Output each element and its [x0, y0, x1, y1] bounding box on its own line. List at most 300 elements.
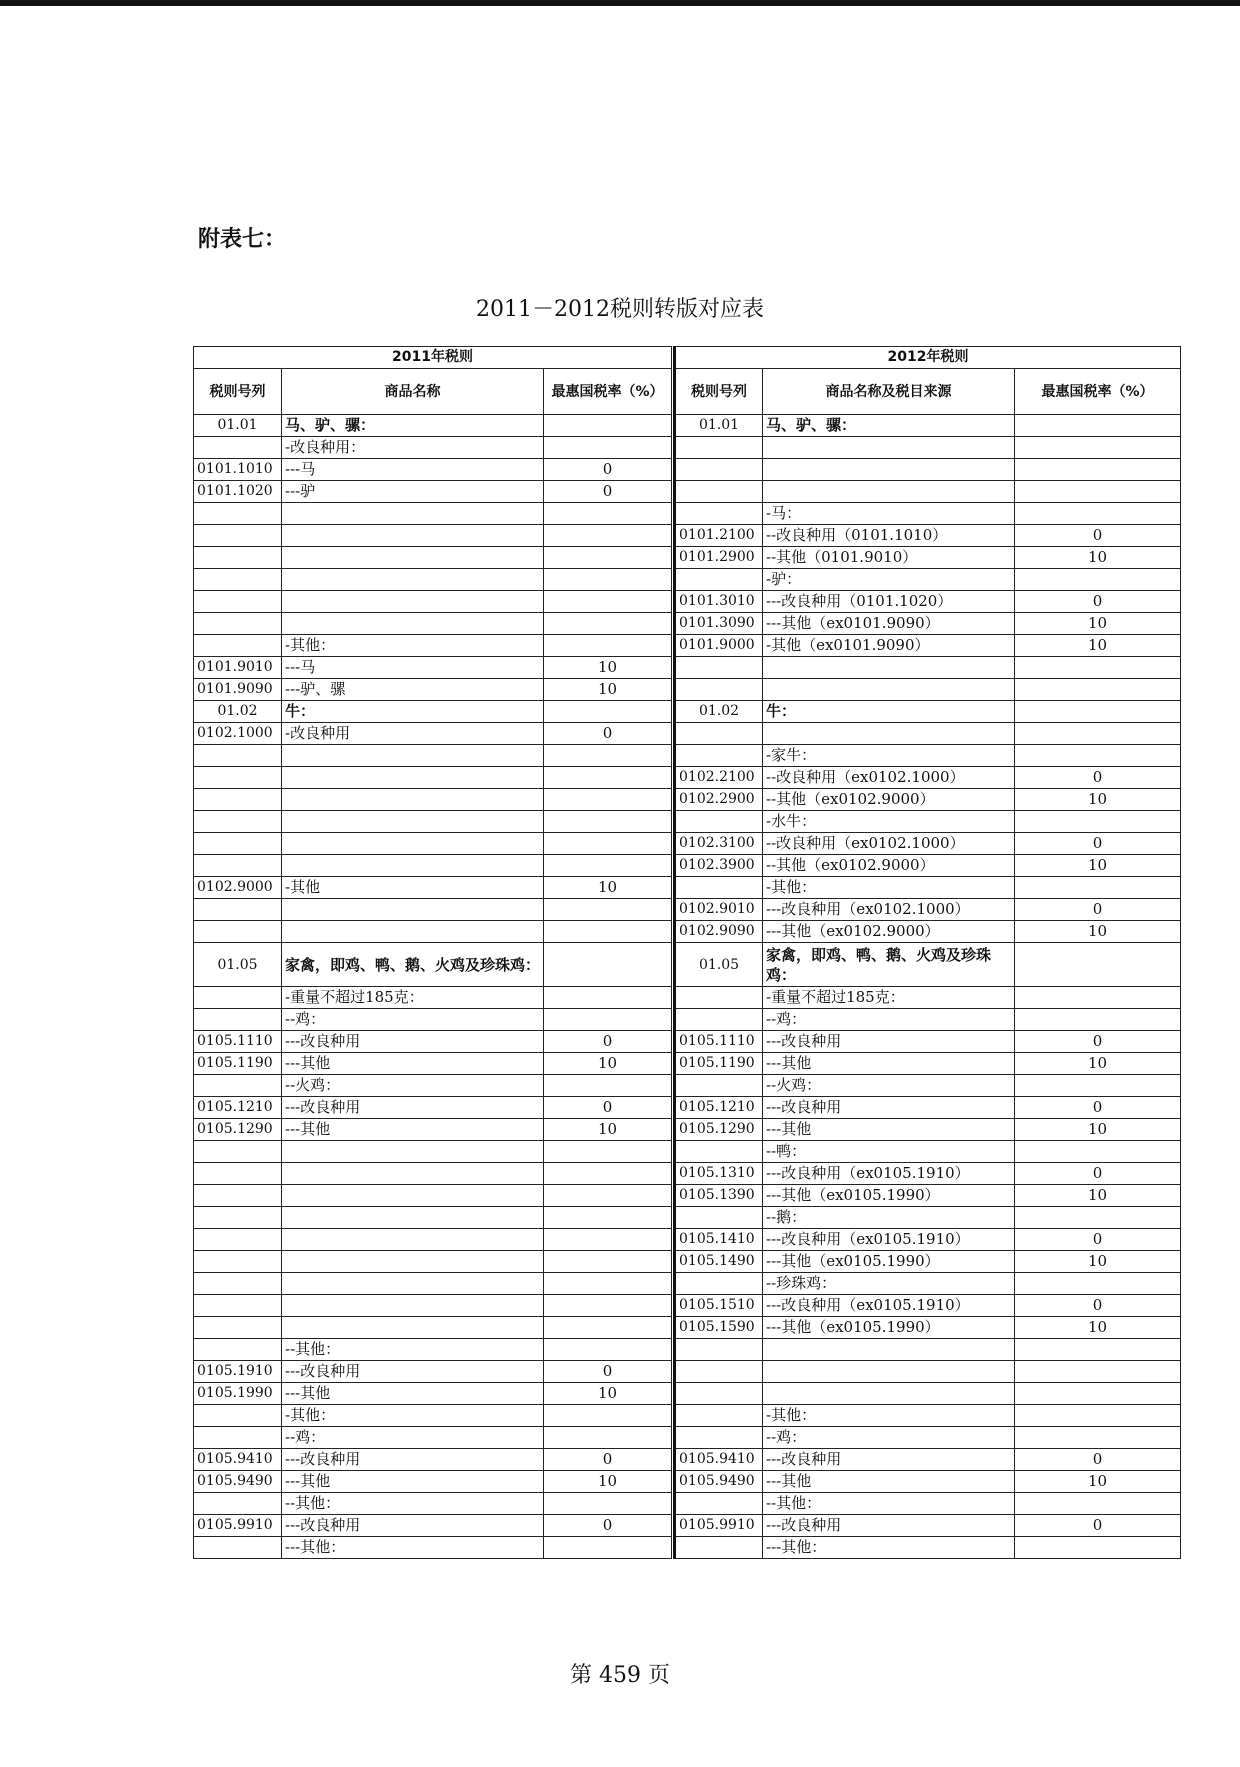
- item-name-cell: [763, 679, 1015, 701]
- mfn-rate-cell: [1015, 1493, 1181, 1515]
- mfn-rate-cell: 10: [1015, 547, 1181, 569]
- table-row: [675, 701, 1181, 723]
- table-row: [675, 1361, 1181, 1383]
- tariff-code-cell: [194, 525, 282, 547]
- item-name-cell: [282, 1295, 544, 1317]
- mfn-rate-cell: 10: [1015, 855, 1181, 877]
- mfn-rate-cell: 0: [544, 723, 672, 745]
- item-name-cell: --鸡：: [763, 1427, 1015, 1449]
- item-name-cell: -其他：: [282, 1405, 544, 1427]
- item-name-cell: [282, 1317, 544, 1339]
- table-row: [675, 1493, 1181, 1515]
- table-row: [675, 723, 1181, 745]
- table-row: [675, 525, 1181, 547]
- item-name-cell: [282, 855, 544, 877]
- item-name-cell: --鹅：: [763, 1207, 1015, 1229]
- table-row: [675, 1405, 1181, 1427]
- tariff-code-cell: 0105.9910: [194, 1515, 282, 1537]
- table-row: [194, 1009, 672, 1031]
- table-row: [675, 503, 1181, 525]
- item-name-cell: [282, 921, 544, 943]
- mfn-rate-cell: 0: [1015, 899, 1181, 921]
- item-name-cell: --火鸡：: [763, 1075, 1015, 1097]
- item-name-cell: -重量不超过185克：: [282, 987, 544, 1009]
- mfn-rate-cell: [544, 833, 672, 855]
- table-row: [675, 921, 1181, 943]
- table-row: [194, 1251, 672, 1273]
- mfn-rate-cell: 10: [544, 1053, 672, 1075]
- mfn-rate-cell: 10: [544, 1383, 672, 1405]
- table-row: [675, 1097, 1181, 1119]
- tariff-code-cell: [194, 1427, 282, 1449]
- table-row: [194, 1141, 672, 1163]
- mfn-rate-cell: 0: [544, 1097, 672, 1119]
- mfn-rate-cell: [544, 1229, 672, 1251]
- mfn-rate-cell: 0: [1015, 1229, 1181, 1251]
- col-header-name-source: 商品名称及税目来源: [763, 369, 1015, 415]
- tariff-code-cell: [194, 635, 282, 657]
- table-row: [194, 877, 672, 899]
- mfn-rate-cell: [544, 1009, 672, 1031]
- item-name-cell: ---马: [282, 459, 544, 481]
- tariff-code-cell: [675, 1207, 763, 1229]
- tariff-code-cell: [675, 745, 763, 767]
- tariff-code-cell: [675, 503, 763, 525]
- col-header-name: 商品名称: [282, 369, 544, 415]
- mfn-rate-cell: [1015, 1427, 1181, 1449]
- tariff-code-cell: [194, 1207, 282, 1229]
- item-name-cell: [282, 833, 544, 855]
- mfn-rate-cell: 10: [1015, 1119, 1181, 1141]
- tariff-code-cell: [194, 547, 282, 569]
- item-name-cell: ---改良种用（0101.1020）: [763, 591, 1015, 613]
- table-row: [675, 1317, 1181, 1339]
- table-row: [194, 591, 672, 613]
- item-name-cell: 马、驴、骡：: [763, 415, 1015, 437]
- tariff-code-cell: 0101.2100: [675, 525, 763, 547]
- table-2011-body: [194, 415, 672, 1559]
- table-row: [675, 1053, 1181, 1075]
- table-2011-tariff: [193, 346, 672, 1559]
- mfn-rate-cell: [1015, 437, 1181, 459]
- table-row: [194, 459, 672, 481]
- mfn-rate-cell: 0: [544, 481, 672, 503]
- item-name-cell: 牛：: [763, 701, 1015, 723]
- tariff-code-cell: 0105.1190: [194, 1053, 282, 1075]
- item-name-cell: --鸡：: [282, 1427, 544, 1449]
- table-row: [194, 1493, 672, 1515]
- table-row: [675, 1471, 1181, 1493]
- table-row: [194, 525, 672, 547]
- top-scan-border: [0, 0, 1240, 6]
- mfn-rate-cell: 0: [544, 1031, 672, 1053]
- mfn-rate-cell: [1015, 459, 1181, 481]
- mfn-rate-cell: [544, 1493, 672, 1515]
- tariff-code-cell: 0105.1510: [675, 1295, 763, 1317]
- mfn-rate-cell: [544, 569, 672, 591]
- item-name-cell: [763, 481, 1015, 503]
- mfn-rate-cell: [544, 987, 672, 1009]
- item-name-cell: [282, 525, 544, 547]
- tariff-code-cell: 0105.9490: [194, 1471, 282, 1493]
- mfn-rate-cell: [544, 1075, 672, 1097]
- tariff-code-cell: [194, 1273, 282, 1295]
- item-name-cell: ---改良种用（ex0102.1000）: [763, 899, 1015, 921]
- table-row: [675, 987, 1181, 1009]
- mfn-rate-cell: [544, 899, 672, 921]
- mfn-rate-cell: [544, 415, 672, 437]
- item-name-cell: [282, 899, 544, 921]
- item-name-cell: [763, 459, 1015, 481]
- tariff-code-cell: [194, 1339, 282, 1361]
- item-name-cell: -重量不超过185克：: [763, 987, 1015, 1009]
- table-row: [194, 1537, 672, 1559]
- table-row: [675, 1207, 1181, 1229]
- tariff-code-cell: [675, 1075, 763, 1097]
- item-name-cell: ---其他（ex0105.1990）: [763, 1251, 1015, 1273]
- table-row: [675, 1185, 1181, 1207]
- tariff-code-cell: 0101.2900: [675, 547, 763, 569]
- table-row: [194, 1119, 672, 1141]
- mfn-rate-cell: 0: [544, 1449, 672, 1471]
- mfn-rate-cell: 10: [544, 657, 672, 679]
- item-name-cell: [763, 723, 1015, 745]
- mfn-rate-cell: 0: [1015, 1449, 1181, 1471]
- item-name-cell: 马、驴、骡：: [282, 415, 544, 437]
- item-name-cell: ---其他（ex0105.1990）: [763, 1185, 1015, 1207]
- table-row: [675, 745, 1181, 767]
- mfn-rate-cell: 10: [1015, 921, 1181, 943]
- tariff-code-cell: 0105.1290: [194, 1119, 282, 1141]
- table-row: [194, 679, 672, 701]
- item-name-cell: ---改良种用: [282, 1449, 544, 1471]
- table-row: [675, 855, 1181, 877]
- mfn-rate-cell: [544, 1141, 672, 1163]
- item-name-cell: --其他：: [763, 1493, 1015, 1515]
- table-row: [194, 1361, 672, 1383]
- tariff-code-cell: 0105.1990: [194, 1383, 282, 1405]
- mfn-rate-cell: 0: [1015, 1097, 1181, 1119]
- table-row: [194, 569, 672, 591]
- table-2012-body: [675, 415, 1181, 1559]
- tariff-code-cell: [675, 1339, 763, 1361]
- table-row: [194, 987, 672, 1009]
- table-row: [194, 745, 672, 767]
- mfn-rate-cell: [544, 437, 672, 459]
- tariff-code-cell: 0105.9410: [194, 1449, 282, 1471]
- mfn-rate-cell: [544, 811, 672, 833]
- item-name-cell: -其他：: [763, 1405, 1015, 1427]
- mfn-rate-cell: 10: [1015, 1185, 1181, 1207]
- item-name-cell: ---改良种用: [282, 1361, 544, 1383]
- tariff-code-cell: [194, 503, 282, 525]
- table-row: [194, 657, 672, 679]
- item-name-cell: [763, 1361, 1015, 1383]
- tariff-code-cell: [675, 1141, 763, 1163]
- tariff-code-cell: [194, 1075, 282, 1097]
- tariff-code-cell: 01.02: [675, 701, 763, 723]
- item-name-cell: ---其他（ex0105.1990）: [763, 1317, 1015, 1339]
- tariff-code-cell: [675, 723, 763, 745]
- tariff-code-cell: 0105.1210: [675, 1097, 763, 1119]
- item-name-cell: -其他：: [282, 635, 544, 657]
- table-row: [194, 1405, 672, 1427]
- item-name-cell: [282, 613, 544, 635]
- mfn-rate-cell: [1015, 503, 1181, 525]
- mfn-rate-cell: [544, 613, 672, 635]
- table-row: [675, 1427, 1181, 1449]
- item-name-cell: ---其他: [282, 1119, 544, 1141]
- item-name-cell: -改良种用：: [282, 437, 544, 459]
- tariff-code-cell: [194, 591, 282, 613]
- mfn-rate-cell: [544, 1405, 672, 1427]
- tariff-code-cell: [194, 1185, 282, 1207]
- table-row: [675, 1141, 1181, 1163]
- table-row: [194, 1383, 672, 1405]
- item-name-cell: ---其他: [282, 1053, 544, 1075]
- tariff-code-cell: [194, 987, 282, 1009]
- mfn-rate-cell: [544, 767, 672, 789]
- table-row: [194, 833, 672, 855]
- item-name-cell: ---其他（ex0102.9000）: [763, 921, 1015, 943]
- mfn-rate-cell: 0: [544, 1361, 672, 1383]
- col-header-code: 税则号列: [194, 369, 282, 415]
- tariff-code-cell: 01.01: [675, 415, 763, 437]
- tariff-code-cell: [194, 437, 282, 459]
- table-row: [194, 1427, 672, 1449]
- item-name-cell: ---其他: [763, 1053, 1015, 1075]
- table-row: [675, 1031, 1181, 1053]
- tariff-code-cell: 0105.1310: [675, 1163, 763, 1185]
- mfn-rate-cell: [1015, 1383, 1181, 1405]
- mfn-rate-cell: [544, 1427, 672, 1449]
- tariff-code-cell: [675, 1405, 763, 1427]
- item-name-cell: ---改良种用: [763, 1449, 1015, 1471]
- table-row: [675, 635, 1181, 657]
- mfn-rate-cell: [1015, 1207, 1181, 1229]
- item-name-cell: --其他：: [282, 1339, 544, 1361]
- tariff-code-cell: [194, 569, 282, 591]
- mfn-rate-cell: 0: [1015, 1515, 1181, 1537]
- item-name-cell: ---改良种用（ex0105.1910）: [763, 1295, 1015, 1317]
- mfn-rate-cell: [544, 591, 672, 613]
- mfn-rate-cell: 10: [1015, 1471, 1181, 1493]
- table-row: [675, 657, 1181, 679]
- item-name-cell: --改良种用（ex0102.1000）: [763, 833, 1015, 855]
- item-name-cell: -家牛：: [763, 745, 1015, 767]
- item-name-cell: --其他（ex0102.9000）: [763, 855, 1015, 877]
- table-row: [675, 943, 1181, 987]
- item-name-cell: -其他：: [763, 877, 1015, 899]
- mfn-rate-cell: 10: [1015, 1053, 1181, 1075]
- tariff-code-cell: [194, 855, 282, 877]
- tariff-code-cell: 0102.3900: [675, 855, 763, 877]
- item-name-cell: [282, 1229, 544, 1251]
- tariff-code-cell: [675, 459, 763, 481]
- table-row: [194, 1339, 672, 1361]
- col-header-rate: 最惠国税率（%）: [544, 369, 672, 415]
- table-row: [194, 899, 672, 921]
- table-row: [675, 1449, 1181, 1471]
- tariff-code-cell: [675, 1383, 763, 1405]
- tariff-code-cell: 0105.1110: [675, 1031, 763, 1053]
- tariff-code-cell: 0101.9000: [675, 635, 763, 657]
- mfn-rate-cell: 0: [1015, 591, 1181, 613]
- table-row: [675, 547, 1181, 569]
- mfn-rate-cell: [1015, 987, 1181, 1009]
- tariff-code-cell: [194, 767, 282, 789]
- mfn-rate-cell: 10: [1015, 1251, 1181, 1273]
- tariff-code-cell: 0102.9090: [675, 921, 763, 943]
- tariff-code-cell: [675, 1273, 763, 1295]
- tariff-code-cell: 0101.1010: [194, 459, 282, 481]
- col-header-rate: 最惠国税率（%）: [1015, 369, 1181, 415]
- table-row: [194, 1075, 672, 1097]
- table-row: [675, 569, 1181, 591]
- table-row: [675, 679, 1181, 701]
- mfn-rate-cell: [544, 789, 672, 811]
- mfn-rate-cell: 0: [544, 1515, 672, 1537]
- item-name-cell: [282, 569, 544, 591]
- item-name-cell: ---改良种用: [763, 1515, 1015, 1537]
- item-name-cell: [763, 1339, 1015, 1361]
- mfn-rate-cell: [1015, 943, 1181, 987]
- item-name-cell: ---改良种用（ex0105.1910）: [763, 1229, 1015, 1251]
- mfn-rate-cell: 10: [544, 877, 672, 899]
- item-name-cell: ---其他（ex0101.9090）: [763, 613, 1015, 635]
- table-2012-tariff: [673, 346, 1181, 1559]
- item-name-cell: --鸡：: [763, 1009, 1015, 1031]
- mfn-rate-cell: 0: [1015, 1031, 1181, 1053]
- mfn-rate-cell: 10: [544, 1119, 672, 1141]
- item-name-cell: ---马: [282, 657, 544, 679]
- tariff-code-cell: 0105.1290: [675, 1119, 763, 1141]
- item-name-cell: ---其他: [763, 1119, 1015, 1141]
- tariff-code-cell: 0102.9010: [675, 899, 763, 921]
- item-name-cell: [282, 1141, 544, 1163]
- item-name-cell: [282, 767, 544, 789]
- tariff-code-cell: 0105.9910: [675, 1515, 763, 1537]
- table-row: [194, 415, 672, 437]
- table-row: [194, 1273, 672, 1295]
- tariff-code-cell: [675, 569, 763, 591]
- mfn-rate-cell: [544, 1163, 672, 1185]
- mfn-rate-cell: [1015, 1273, 1181, 1295]
- tariff-code-cell: [675, 481, 763, 503]
- table-row: [194, 1449, 672, 1471]
- mfn-rate-cell: 10: [1015, 789, 1181, 811]
- item-name-cell: ---改良种用（ex0105.1910）: [763, 1163, 1015, 1185]
- tariff-code-cell: 0105.1210: [194, 1097, 282, 1119]
- table-row: [194, 701, 672, 723]
- mfn-rate-cell: 10: [1015, 1317, 1181, 1339]
- tariff-code-cell: 01.01: [194, 415, 282, 437]
- item-name-cell: -改良种用: [282, 723, 544, 745]
- mfn-rate-cell: [1015, 811, 1181, 833]
- table-row: [194, 767, 672, 789]
- mfn-rate-cell: 10: [544, 1471, 672, 1493]
- tariff-code-cell: [675, 657, 763, 679]
- item-name-cell: [763, 1383, 1015, 1405]
- tariff-code-cell: [194, 921, 282, 943]
- item-name-cell: [282, 1207, 544, 1229]
- tariff-code-cell: [194, 1009, 282, 1031]
- tariff-code-cell: 0101.9010: [194, 657, 282, 679]
- tariff-code-cell: [675, 1427, 763, 1449]
- tariff-code-cell: 0105.1910: [194, 1361, 282, 1383]
- table-row: [675, 899, 1181, 921]
- item-name-cell: ---改良种用: [282, 1097, 544, 1119]
- table-row: [675, 613, 1181, 635]
- tariff-code-cell: [194, 833, 282, 855]
- table-row: [194, 723, 672, 745]
- mfn-rate-cell: [1015, 877, 1181, 899]
- table-row: [675, 1163, 1181, 1185]
- tariff-code-cell: 0105.1110: [194, 1031, 282, 1053]
- tariff-code-cell: [194, 811, 282, 833]
- tariff-code-cell: 0105.1410: [675, 1229, 763, 1251]
- tariff-code-cell: 01.05: [194, 943, 282, 987]
- tariff-code-cell: [675, 811, 763, 833]
- item-name-cell: [282, 591, 544, 613]
- mfn-rate-cell: [1015, 1075, 1181, 1097]
- table-row: [194, 547, 672, 569]
- tariff-code-cell: 0105.9410: [675, 1449, 763, 1471]
- item-name-cell: --珍珠鸡：: [763, 1273, 1015, 1295]
- mfn-rate-cell: [1015, 415, 1181, 437]
- mfn-rate-cell: 10: [544, 679, 672, 701]
- mfn-rate-cell: [1015, 723, 1181, 745]
- item-name-cell: ---其他: [282, 1471, 544, 1493]
- table-row: [194, 789, 672, 811]
- mfn-rate-cell: [1015, 1339, 1181, 1361]
- mfn-rate-cell: [1015, 1009, 1181, 1031]
- item-name-cell: ---驴: [282, 481, 544, 503]
- mfn-rate-cell: 10: [1015, 635, 1181, 657]
- mfn-rate-cell: [544, 503, 672, 525]
- mfn-rate-cell: [1015, 701, 1181, 723]
- item-name-cell: [282, 1185, 544, 1207]
- table-row: [675, 437, 1181, 459]
- table-row: [675, 1273, 1181, 1295]
- item-name-cell: --火鸡：: [282, 1075, 544, 1097]
- item-name-cell: [763, 657, 1015, 679]
- table-row: [194, 811, 672, 833]
- item-name-cell: 牛：: [282, 701, 544, 723]
- table-row: [194, 855, 672, 877]
- table-row: [194, 1471, 672, 1493]
- tariff-code-cell: [194, 1317, 282, 1339]
- mfn-rate-cell: [544, 855, 672, 877]
- tariff-code-cell: [675, 679, 763, 701]
- item-name-cell: --鸡：: [282, 1009, 544, 1031]
- item-name-cell: [282, 1273, 544, 1295]
- table-row: [675, 767, 1181, 789]
- tariff-code-cell: [194, 1405, 282, 1427]
- mfn-rate-cell: [544, 1295, 672, 1317]
- tariff-code-cell: [675, 1537, 763, 1559]
- mfn-rate-cell: [544, 547, 672, 569]
- item-name-cell: [282, 1163, 544, 1185]
- appendix-label: 附表七：: [198, 227, 287, 252]
- tariff-correspondence-tables: [193, 346, 1179, 1628]
- group-header-2012: 2012年税则: [675, 347, 1181, 369]
- page-title: 2011－2012税则转版对应表: [476, 297, 764, 322]
- mfn-rate-cell: [1015, 1361, 1181, 1383]
- table-row: [675, 1515, 1181, 1537]
- item-name-cell: [763, 437, 1015, 459]
- page-number: 第 459 页: [570, 1663, 670, 1688]
